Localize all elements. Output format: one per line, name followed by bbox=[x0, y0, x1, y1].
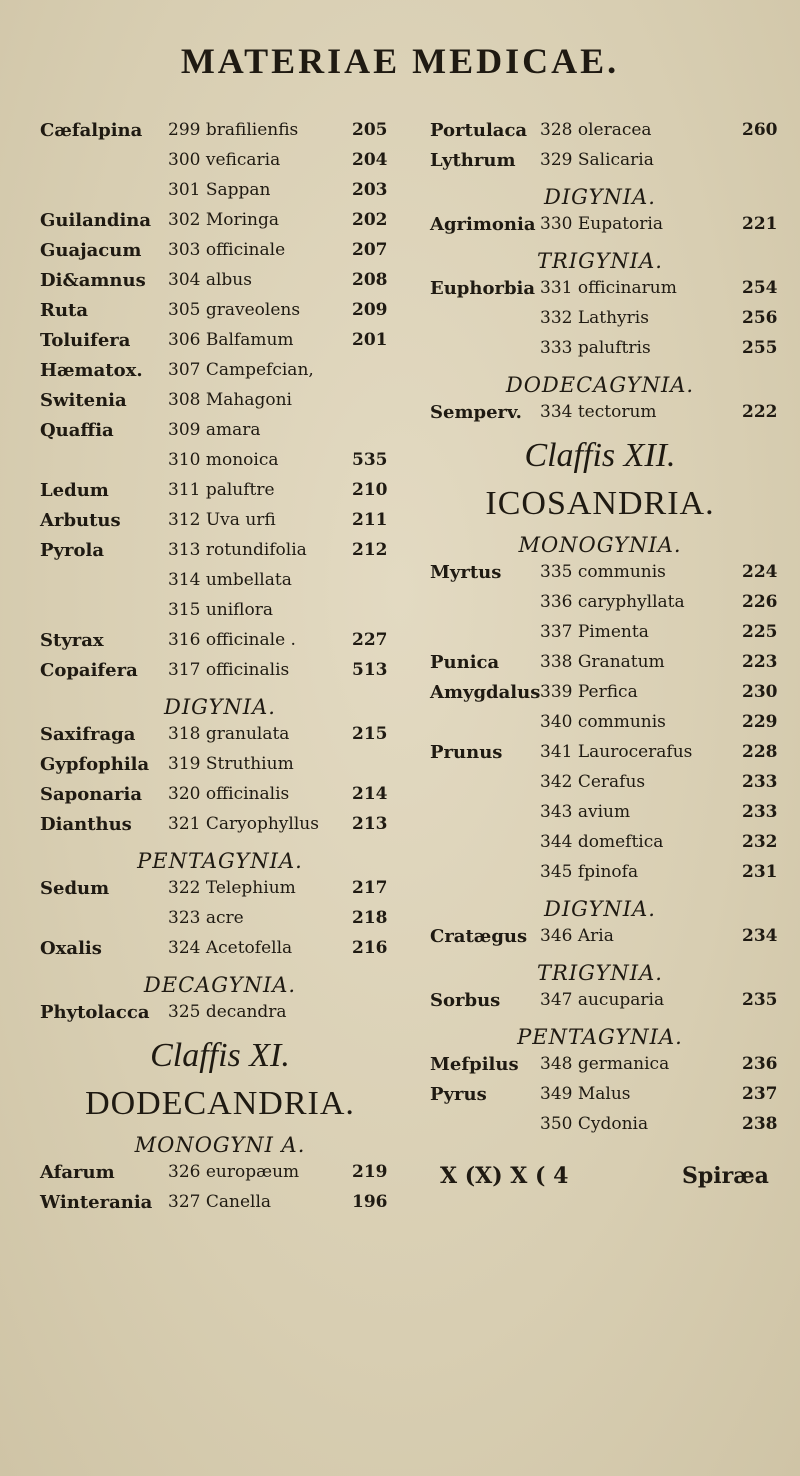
order-heading: DECAGYNIA. bbox=[143, 973, 297, 997]
page-number: 208 bbox=[352, 270, 388, 290]
genus-name: Dianthus bbox=[40, 814, 132, 835]
class-title: ICOSANDRIA. bbox=[485, 485, 715, 522]
entry-row bbox=[40, 300, 440, 330]
genus-name: Phytolacca bbox=[40, 1002, 150, 1023]
entry-row bbox=[430, 862, 800, 892]
page-number: 221 bbox=[742, 214, 778, 234]
species-entry: 306 Balfamum bbox=[168, 330, 294, 350]
entry-row bbox=[40, 330, 440, 360]
page-footer bbox=[0, 1163, 800, 1193]
species-entry: 309 amara bbox=[168, 420, 261, 440]
entry-row bbox=[430, 682, 800, 712]
genus-name: Amygdalus bbox=[430, 682, 541, 703]
signature-mark: X (X) X ( 4 bbox=[440, 1163, 569, 1189]
page-number: 213 bbox=[352, 814, 388, 834]
entry-row bbox=[430, 402, 800, 432]
genus-name: Ruta bbox=[40, 300, 89, 321]
species-entry: 341 Laurocerafus bbox=[540, 742, 693, 762]
genus-name: Prunus bbox=[430, 742, 503, 763]
class-heading: Claffis XI. bbox=[150, 1037, 290, 1074]
species-entry: 350 Cydonia bbox=[540, 1114, 649, 1134]
genus-name: Lythrum bbox=[430, 150, 516, 171]
order-heading: DIGYNIA. bbox=[544, 897, 656, 921]
entry-row bbox=[40, 754, 440, 784]
genus-name: Copaifera bbox=[40, 660, 138, 681]
page-number: 238 bbox=[742, 1114, 778, 1134]
order-heading: PENTAGYNIA. bbox=[137, 849, 303, 873]
entry-row bbox=[40, 120, 440, 150]
page-number: 513 bbox=[352, 660, 388, 680]
species-entry: 335 communis bbox=[540, 562, 666, 582]
species-entry: 329 Salicaria bbox=[540, 150, 654, 170]
species-entry: 314 umbellata bbox=[168, 570, 292, 590]
entry-row bbox=[430, 592, 800, 622]
species-entry: 320 officinalis bbox=[168, 784, 290, 804]
species-entry: 349 Malus bbox=[540, 1084, 631, 1104]
page-number: 226 bbox=[742, 592, 778, 612]
order-heading: DODECAGYNIA. bbox=[505, 373, 695, 397]
genus-name: Cæfalpina bbox=[40, 120, 143, 141]
page-title: MATERIAE MEDICAE. bbox=[180, 41, 620, 81]
genus-name: Toluifera bbox=[40, 330, 131, 351]
page-number: 227 bbox=[352, 630, 388, 650]
page-number: 254 bbox=[742, 278, 778, 298]
entry-row bbox=[430, 278, 800, 308]
species-entry: 337 Pimenta bbox=[540, 622, 649, 642]
order-heading: TRIGYNIA. bbox=[537, 961, 663, 985]
entry-row bbox=[430, 990, 800, 1020]
entry-row bbox=[40, 1192, 440, 1222]
page-number: 230 bbox=[742, 682, 778, 702]
page-number: 225 bbox=[742, 622, 778, 642]
entry-row bbox=[430, 308, 800, 338]
species-entry: 332 Lathyris bbox=[540, 308, 649, 328]
entry-row bbox=[40, 240, 440, 270]
species-entry: 345 fpinofa bbox=[540, 862, 639, 882]
genus-name: Punica bbox=[430, 652, 500, 673]
page-number: 219 bbox=[352, 1162, 388, 1182]
entry-row bbox=[430, 742, 800, 772]
species-entry: 348 germanica bbox=[540, 1054, 670, 1074]
entry-row bbox=[40, 540, 440, 570]
genus-name: Winterania bbox=[40, 1192, 153, 1213]
entry-row bbox=[430, 832, 800, 862]
page-number: 209 bbox=[352, 300, 388, 320]
species-entry: 308 Mahagoni bbox=[168, 390, 292, 410]
species-entry: 330 Eupatoria bbox=[540, 214, 663, 234]
species-entry: 305 graveolens bbox=[168, 300, 301, 320]
genus-name: Styrax bbox=[40, 630, 104, 651]
entry-row bbox=[430, 1114, 800, 1144]
entry-row bbox=[40, 660, 440, 690]
species-entry: 333 paluftris bbox=[540, 338, 651, 358]
page-number: 216 bbox=[352, 938, 388, 958]
entry-row bbox=[40, 480, 440, 510]
page-number: 233 bbox=[742, 802, 778, 822]
page-number: 211 bbox=[352, 510, 388, 530]
genus-name: Saxifraga bbox=[40, 724, 136, 745]
entry-row bbox=[430, 622, 800, 652]
page-number: 233 bbox=[742, 772, 778, 792]
species-entry: 300 veficaria bbox=[168, 150, 281, 170]
species-entry: 315 uniflora bbox=[168, 600, 274, 620]
species-entry: 313 rotundifolia bbox=[168, 540, 307, 560]
genus-name: Switenia bbox=[40, 390, 127, 411]
entry-row bbox=[40, 600, 440, 630]
entry-row bbox=[40, 784, 440, 814]
species-entry: 303 officinale bbox=[168, 240, 286, 260]
page-number: 201 bbox=[352, 330, 388, 350]
species-entry: 336 caryphyllata bbox=[540, 592, 685, 612]
page-number: 214 bbox=[352, 784, 388, 804]
species-entry: 325 decandra bbox=[168, 1002, 287, 1022]
page-number: 210 bbox=[352, 480, 388, 500]
genus-name: Sedum bbox=[40, 878, 110, 899]
page-number: 228 bbox=[742, 742, 778, 762]
page-number: 232 bbox=[742, 832, 778, 852]
genus-name: Quaffia bbox=[40, 420, 114, 441]
species-entry: 334 tectorum bbox=[540, 402, 657, 422]
species-entry: 346 Aria bbox=[540, 926, 614, 946]
page-number: 204 bbox=[352, 150, 388, 170]
page-number: 222 bbox=[742, 402, 778, 422]
species-entry: 316 officinale . bbox=[168, 630, 296, 650]
page-number: 535 bbox=[352, 450, 388, 470]
entry-row bbox=[40, 510, 440, 540]
entry-row bbox=[40, 450, 440, 480]
page-number: 218 bbox=[352, 908, 388, 928]
genus-name: Sorbus bbox=[430, 990, 501, 1011]
entry-row bbox=[40, 270, 440, 300]
genus-name: Saponaria bbox=[40, 784, 142, 805]
genus-name: Mefpilus bbox=[430, 1054, 519, 1075]
page-number: 223 bbox=[742, 652, 778, 672]
genus-name: Di&amnus bbox=[40, 270, 146, 291]
page-number: 215 bbox=[352, 724, 388, 744]
page-number: 255 bbox=[742, 338, 778, 358]
species-entry: 323 acre bbox=[168, 908, 244, 928]
entry-row bbox=[40, 420, 440, 450]
genus-name: Guilandina bbox=[40, 210, 152, 231]
page-number: 224 bbox=[742, 562, 778, 582]
genus-name: Euphorbia bbox=[430, 278, 536, 299]
entry-row bbox=[40, 814, 440, 844]
species-entry: 322 Telephium bbox=[168, 878, 296, 898]
genus-name: Agrimonia bbox=[430, 214, 536, 235]
entry-row bbox=[430, 1054, 800, 1084]
order-heading: DIGYNIA. bbox=[164, 695, 276, 719]
page-number: 234 bbox=[742, 926, 778, 946]
class-heading: Claffis XII. bbox=[524, 437, 676, 474]
genus-name: Portulaca bbox=[430, 120, 528, 141]
entry-row bbox=[430, 802, 800, 832]
species-entry: 328 oleracea bbox=[540, 120, 652, 140]
genus-name: Pyrus bbox=[430, 1084, 487, 1105]
entry-row bbox=[40, 1002, 440, 1032]
page-number: 212 bbox=[352, 540, 388, 560]
species-entry: 312 Uva urfi bbox=[168, 510, 276, 530]
class-title: DODECANDRIA. bbox=[85, 1085, 355, 1122]
entry-row bbox=[40, 210, 440, 240]
entry-row bbox=[430, 150, 800, 180]
genus-name: Ledum bbox=[40, 480, 109, 501]
page-number: 217 bbox=[352, 878, 388, 898]
page-number: 207 bbox=[352, 240, 388, 260]
species-entry: 347 aucuparia bbox=[540, 990, 665, 1010]
entry-row bbox=[430, 1084, 800, 1114]
page-number: 256 bbox=[742, 308, 778, 328]
order-heading: TRIGYNIA. bbox=[537, 249, 663, 273]
species-entry: 326 europæum bbox=[168, 1162, 300, 1182]
species-entry: 310 monoica bbox=[168, 450, 279, 470]
page-number: 202 bbox=[352, 210, 388, 230]
page-number: 235 bbox=[742, 990, 778, 1010]
entry-row bbox=[40, 150, 440, 180]
entry-row bbox=[430, 772, 800, 802]
order-heading: DIGYNIA. bbox=[544, 185, 656, 209]
species-entry: 311 paluftre bbox=[168, 480, 275, 500]
entry-row bbox=[40, 360, 440, 390]
right-column bbox=[430, 120, 800, 1144]
entry-row bbox=[40, 570, 440, 600]
genus-name: Afarum bbox=[40, 1162, 115, 1183]
species-entry: 321 Caryophyllus bbox=[168, 814, 319, 834]
genus-name: Myrtus bbox=[430, 562, 502, 583]
page-number: 229 bbox=[742, 712, 778, 732]
species-entry: 324 Acetofella bbox=[168, 938, 293, 958]
catchword: Spiræa bbox=[682, 1163, 769, 1189]
entry-row bbox=[430, 712, 800, 742]
page-number: 231 bbox=[742, 862, 778, 882]
genus-name: Hæmatox. bbox=[40, 360, 143, 381]
order-heading: PENTAGYNIA. bbox=[517, 1025, 683, 1049]
species-entry: 331 officinarum bbox=[540, 278, 677, 298]
genus-name: Guajacum bbox=[40, 240, 142, 261]
entry-row bbox=[40, 390, 440, 420]
species-entry: 340 communis bbox=[540, 712, 666, 732]
species-entry: 338 Granatum bbox=[540, 652, 665, 672]
genus-name: Arbutus bbox=[40, 510, 121, 531]
entry-row bbox=[40, 908, 440, 938]
entry-row bbox=[430, 926, 800, 956]
page-number: 260 bbox=[742, 120, 778, 140]
genus-name: Cratægus bbox=[430, 926, 528, 947]
genus-name: Oxalis bbox=[40, 938, 102, 959]
order-heading: MONOGYNIA. bbox=[518, 533, 682, 557]
page-number: 196 bbox=[352, 1192, 388, 1212]
page-number: 237 bbox=[742, 1084, 778, 1104]
species-entry: 317 officinalis bbox=[168, 660, 290, 680]
entry-row bbox=[430, 338, 800, 368]
entry-row bbox=[40, 938, 440, 968]
species-entry: 343 avium bbox=[540, 802, 631, 822]
page-number: 205 bbox=[352, 120, 388, 140]
entry-row bbox=[430, 652, 800, 682]
species-entry: 344 domeftica bbox=[540, 832, 664, 852]
left-column bbox=[40, 120, 440, 1222]
entry-row bbox=[40, 724, 440, 754]
page-number: 236 bbox=[742, 1054, 778, 1074]
genus-name: Semperv. bbox=[430, 402, 522, 423]
entry-row bbox=[430, 120, 800, 150]
species-entry: 319 Struthium bbox=[168, 754, 294, 774]
species-entry: 339 Perfica bbox=[540, 682, 638, 702]
species-entry: 301 Sappan bbox=[168, 180, 271, 200]
genus-name: Gypfophila bbox=[40, 754, 150, 775]
species-entry: 342 Cerafus bbox=[540, 772, 646, 792]
genus-name: Pyrola bbox=[40, 540, 104, 561]
entry-row bbox=[430, 562, 800, 592]
entry-row bbox=[40, 180, 440, 210]
species-entry: 304 albus bbox=[168, 270, 252, 290]
species-entry: 318 granulata bbox=[168, 724, 290, 744]
entry-row bbox=[40, 878, 440, 908]
species-entry: 299 brafilienfis bbox=[168, 120, 299, 140]
order-heading: MONOGYNI A. bbox=[134, 1133, 306, 1157]
species-entry: 327 Canella bbox=[168, 1192, 272, 1212]
page-number: 203 bbox=[352, 180, 388, 200]
entry-row bbox=[430, 214, 800, 244]
entry-row bbox=[40, 630, 440, 660]
species-entry: 302 Moringa bbox=[168, 210, 280, 230]
species-entry: 307 Campefcian, bbox=[168, 360, 314, 380]
